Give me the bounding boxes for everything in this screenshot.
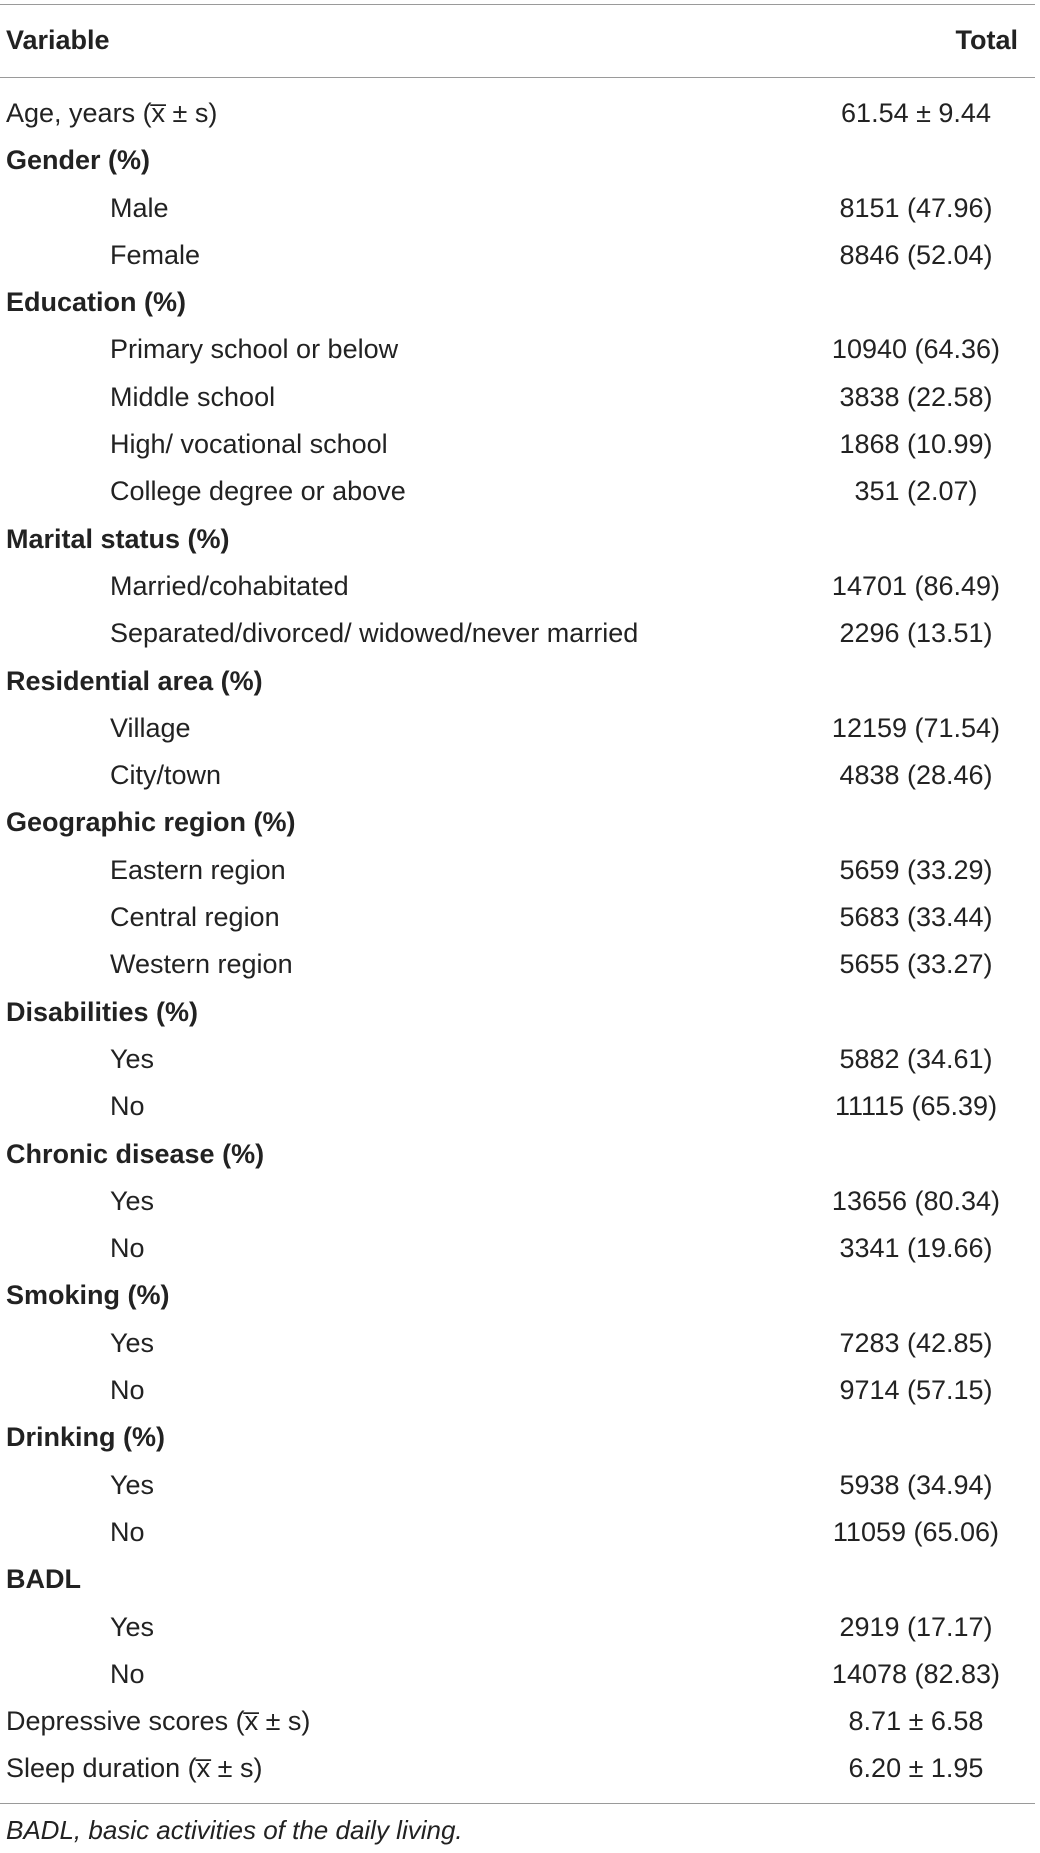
table-bottom-rule [0,1803,1035,1804]
table-row [0,1037,1035,1084]
row-label: Smoking (%) [6,1280,170,1311]
row-value: 5683 (33.44) [839,902,993,933]
table-row [0,422,1035,469]
table-group-row [0,990,1035,1037]
row-value: 2919 (17.17) [839,1611,993,1642]
row-label: No [110,1516,145,1547]
table-row [0,1699,1035,1746]
row-label: Drinking (%) [6,1422,165,1453]
row-label: Married/cohabitated [110,570,349,601]
header-variable: Variable [6,25,110,55]
row-label: Sleep duration (x̅ ± s) [6,1753,263,1784]
table-group-row [0,138,1035,185]
row-label: No [110,1091,145,1122]
row-label: Yes [110,1611,155,1642]
row-label: City/town [110,760,222,791]
row-value: 11115 (65.39) [834,1091,998,1122]
row-value: 10940 (64.36) [831,334,1001,365]
table-body [0,91,1035,1794]
table-row [0,1510,1035,1557]
table-row [0,1321,1035,1368]
row-value: 5882 (34.61) [839,1043,993,1074]
table-group-row [0,659,1035,706]
table-row [0,469,1035,516]
table-row [0,233,1035,280]
table-row [0,1746,1035,1793]
table-row [0,186,1035,233]
row-value: 11059 (65.06) [832,1516,1000,1547]
row-label: Western region [110,949,293,980]
row-value: 14078 (82.83) [831,1658,1001,1689]
table-row [0,1179,1035,1226]
row-value: 13656 (80.34) [831,1185,1001,1216]
row-value: 3341 (19.66) [839,1233,993,1264]
row-label: Primary school or below [110,334,399,365]
row-label: Age, years (x̅ ± s) [6,98,218,128]
table-group-row [0,1557,1035,1604]
row-label: Yes [110,1185,155,1216]
row-value: 61.54 ± 9.44 [841,98,991,128]
row-value: 5655 (33.27) [839,949,993,980]
header-total: Total [955,25,1018,55]
table-row [0,895,1035,942]
table-group-row [0,280,1035,327]
row-label: No [110,1658,145,1689]
row-label: No [110,1233,145,1264]
table-row [0,91,1035,138]
row-label: College degree or above [110,476,406,507]
row-value: 1868 (10.99) [839,429,993,460]
row-label: BADL [6,1564,81,1595]
row-value: 9714 (57.15) [839,1375,993,1406]
row-label: Female [110,239,201,270]
table-row [0,1368,1035,1415]
table-row [0,375,1035,422]
table-group-row [0,1273,1035,1320]
row-label: Depressive scores (x̅ ± s) [6,1706,311,1737]
row-value: 5938 (34.94) [839,1469,993,1500]
row-label: Chronic disease (%) [6,1138,265,1169]
row-label: Eastern region [110,854,286,885]
row-value: 7283 (42.85) [839,1327,993,1358]
row-value: 5659 (33.29) [839,854,993,885]
row-label: Yes [110,1469,155,1500]
table-row [0,1226,1035,1273]
table-row [0,1463,1035,1510]
row-label: Separated/divorced/ widowed/never married [110,618,639,649]
table-group-row [0,800,1035,847]
table-row [0,611,1035,658]
row-value: 8846 (52.04) [839,239,993,270]
table-group-row [0,1132,1035,1179]
row-label: Education (%) [6,287,186,318]
table-row [0,1605,1035,1652]
row-value: 14701 (86.49) [831,570,1001,601]
row-value: 4838 (28.46) [839,760,993,791]
row-label: Middle school [110,381,276,412]
row-value: 8.71 ± 6.58 [848,1706,984,1737]
row-label: Marital status (%) [6,523,230,554]
row-label: Residential area (%) [6,665,263,696]
table-row [0,1084,1035,1131]
table-header-rule [0,77,1035,78]
row-label: No [110,1375,145,1406]
row-value: 8151 (47.96) [839,192,993,223]
row-label: Yes [110,1043,155,1074]
row-label: High/ vocational school [110,429,388,460]
table-group-row [0,517,1035,564]
row-label: Village [110,712,191,743]
table-row [0,942,1035,989]
table-group-row [0,1415,1035,1462]
row-value: 3838 (22.58) [839,381,993,412]
row-value: 6.20 ± 1.95 [848,1753,984,1784]
row-value: 351 (2.07) [854,476,978,507]
row-label: Disabilities (%) [6,996,199,1027]
table-row [0,564,1035,611]
table-row [0,753,1035,800]
table-top-rule [0,4,1035,5]
table-footnote: BADL, basic activities of the daily living. [6,1815,463,1845]
row-label: Yes [110,1327,155,1358]
row-value: 12159 (71.54) [831,712,1001,743]
row-label: Gender (%) [6,145,151,176]
row-label: Geographic region (%) [6,807,296,838]
table-row [0,327,1035,374]
row-label: Central region [110,902,280,933]
table-row [0,1652,1035,1699]
row-value: 2296 (13.51) [839,618,993,649]
table-row [0,706,1035,753]
row-label: Male [110,192,169,223]
table-row [0,848,1035,895]
